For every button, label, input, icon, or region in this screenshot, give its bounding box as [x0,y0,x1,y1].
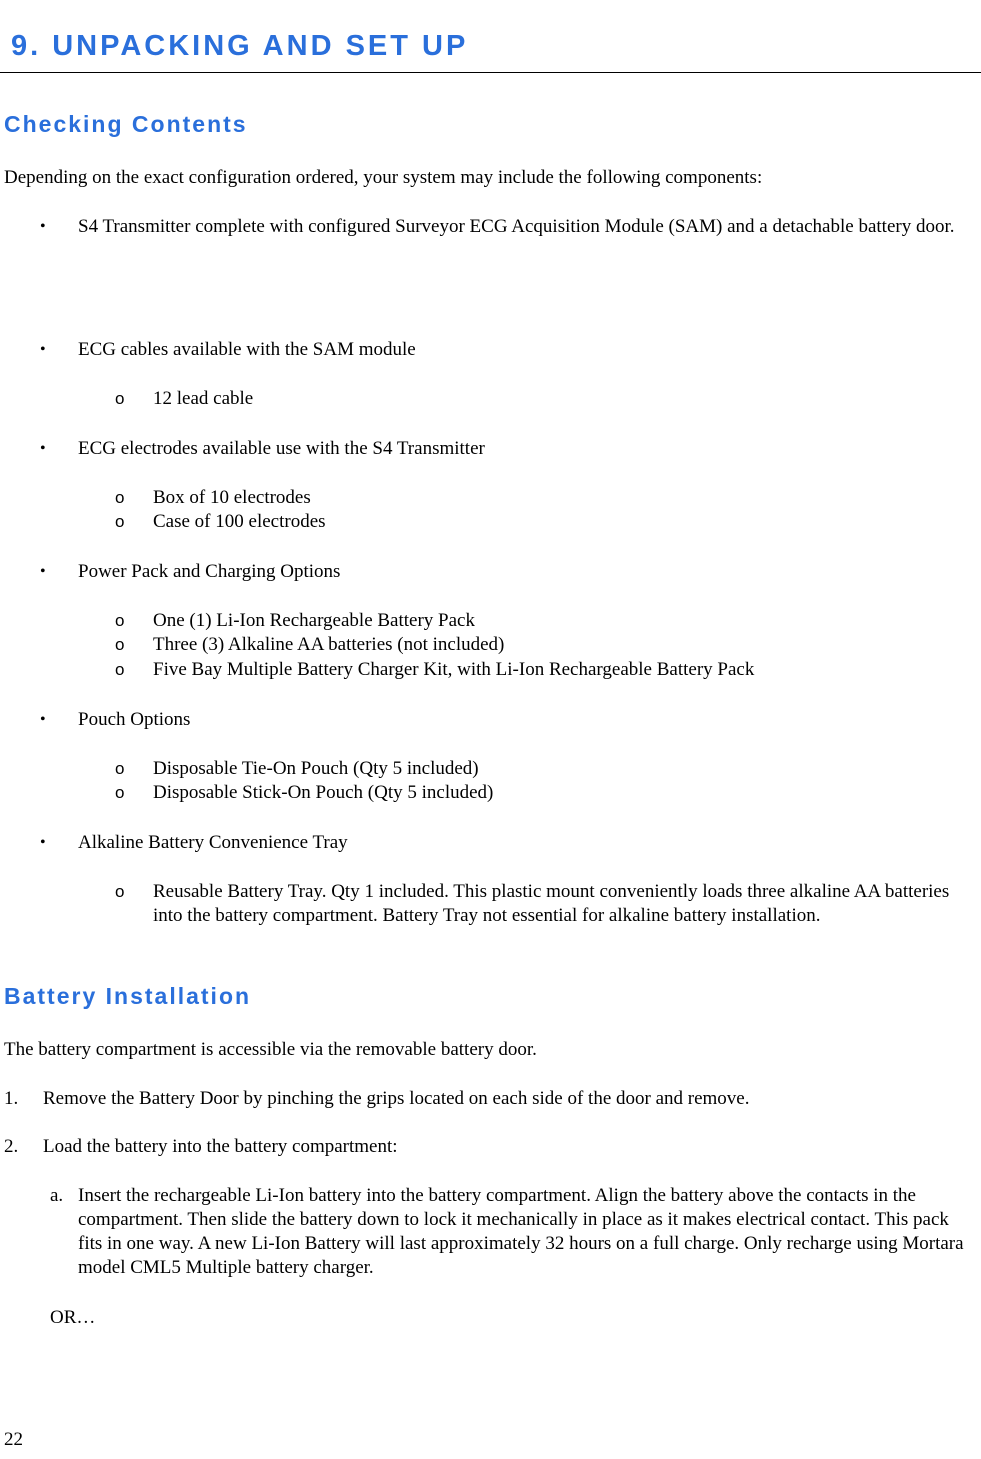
sub-list-item: Three (3) Alkaline AA batteries (not included) [153,634,505,655]
step-number: 1. [4,1088,19,1109]
sub-bullet-icon: o [115,660,125,679]
bullet-icon: • [40,834,46,851]
sub-bullet-icon: o [115,759,125,778]
step-text: Load the battery into the battery compartment: [43,1136,398,1157]
sub-bullet-icon: o [115,882,125,901]
step-text: Remove the Battery Door by pinching the grips located on each side of the door and remove. [43,1088,750,1109]
sub-bullet-icon: o [115,635,125,654]
sub-list-item: Disposable Stick-On Pouch (Qty 5 included) [153,782,494,803]
step-number: 2. [4,1136,19,1157]
bullet-icon: • [40,218,46,235]
list-item: ECG cables available with the SAM module [78,339,416,360]
section2-intro: The battery compartment is accessible via the removable battery door. [4,1039,537,1060]
sub-bullet-icon: o [115,389,125,408]
sub-bullet-icon: o [115,611,125,630]
list-item: S4 Transmitter complete with configured Surveyor ECG Acquisition Module (SAM) and a detachable battery door. [78,216,955,237]
title-rule [0,72,981,73]
sub-list-item: Disposable Tie-On Pouch (Qty 5 included) [153,758,479,779]
section-heading-battery-installation: Battery Installation [4,983,252,1009]
substep-letter: a. [50,1185,64,1206]
sub-list-item: 12 lead cable [153,388,254,409]
bullet-icon: • [40,563,46,580]
or-text: OR… [50,1307,96,1328]
sub-list-item: Five Bay Multiple Battery Charger Kit, with Li-Ion Rechargeable Battery Pack [153,659,755,680]
bullet-icon: • [40,341,46,358]
substep-text: Insert the rechargeable Li-Ion battery into the battery compartment. Align the battery above the contacts in the compartment. Then slide the battery down to lock it mechanically in place as it makes electrical contact. This pack fits in one way. A new Li-Ion Battery will last approximately 32 hours on a full charge. Only recharge using Mortara model CML5 Multiple battery charger. [78,1185,964,1278]
page-number: 22 [4,1429,23,1450]
bullet-icon: • [40,711,46,728]
list-item: Power Pack and Charging Options [78,561,341,582]
sub-list-item: Reusable Battery Tray. Qty 1 included. This plastic mount conveniently loads three alkaline AA batteries into the battery compartment. Battery Tray not essential for alkaline battery installation. [153,881,950,926]
section1-intro: Depending on the exact configuration ordered, your system may include the following components: [4,167,763,188]
list-item: Pouch Options [78,709,191,730]
sub-bullet-icon: o [115,783,125,802]
list-item: Alkaline Battery Convenience Tray [78,832,348,853]
sub-list-item: Box of 10 electrodes [153,487,311,508]
list-item: ECG electrodes available use with the S4 Transmitter [78,438,485,459]
sub-bullet-icon: o [115,512,125,531]
bullet-icon: • [40,440,46,457]
sub-bullet-icon: o [115,488,125,507]
section-heading-checking-contents: Checking Contents [4,111,248,137]
sub-list-item: One (1) Li-Ion Rechargeable Battery Pack [153,610,475,631]
sub-list-item: Case of 100 electrodes [153,511,326,532]
chapter-title: 9. UNPACKING AND SET UP [11,30,469,62]
